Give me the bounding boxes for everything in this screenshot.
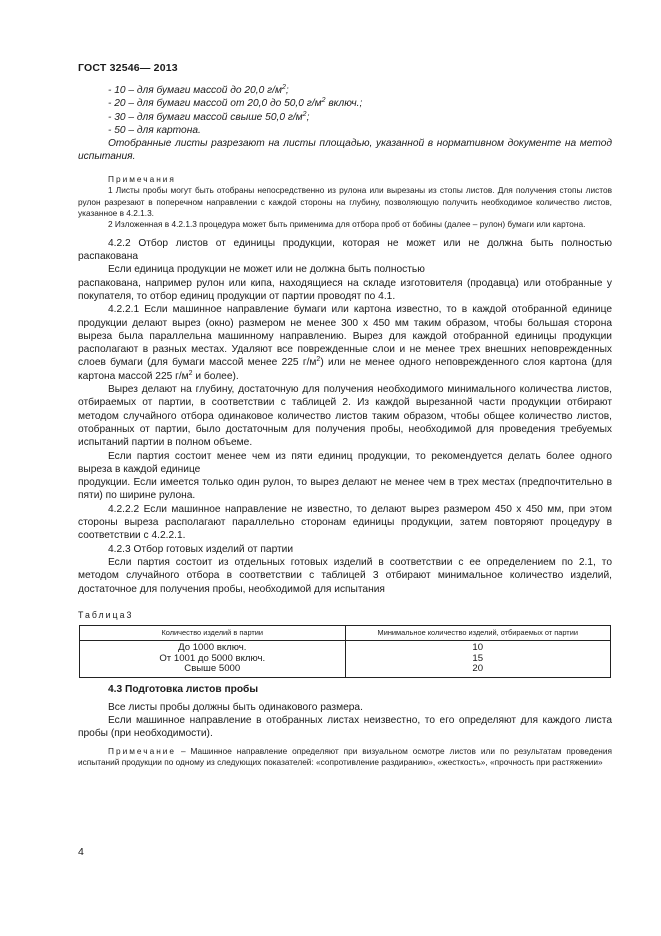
table-header-row [80,626,611,641]
document-header: ГОСТ 32546— 2013 [78,62,178,74]
cell-value: Свыше 5000 [184,663,241,675]
list-item [78,124,612,137]
list-item-text: - 10 – для бумаги массой до 20,0 г/м [108,85,282,96]
page-body [78,84,612,768]
list-item-suffix: ; [285,85,289,96]
cell-value: До 1000 включ. [178,642,247,654]
list-item-suffix: включ.; [325,98,363,110]
table-header-cell: Минимальное количество изделий, отбираемых от партии [345,626,611,641]
page-number: 4 [78,846,84,858]
list-item [78,111,612,124]
cell-value: 15 [472,652,484,664]
notes-block [78,174,612,231]
cell-value: 10 [472,642,484,654]
paragraph: Вырез делают на глубину, достаточную для получения необходимого минимального количества листов, отбираемых от партии, в соответствии с таблицей 2. Из каждой вырезанной части продукции отбирают методом случайного отбора одинаковое количество листов таким образом, чтобы общее количество листов, отобранных от партии, было достаточным для получения пробы, необходимой для проведения требуемых испытаний партии в полном объеме. [78,384,612,449]
table-header-cell: Количество изделий в партии [80,626,346,641]
list-item-text: - 50 – для картона. [108,124,201,136]
section-4-3-heading: 4.3 Подготовка листов пробы [108,684,259,696]
note-4-3 [78,746,612,769]
list-item-suffix: ; [306,111,310,123]
list-item-text: - 30 – для бумаги массой свыше 50,0 г/м [108,111,303,123]
section-4-2-3-heading: 4.2.3 Отбор готовых изделий от партии [108,543,294,555]
note-1: 1 Листы пробы могут быть отобраны непосредственно из рулона или вырезаны из стопы листов. Для получения стопы листов рулон разрезают в поперечном направлении с каждой стороны на глубину, позволяющую получить необходимое количество листов, указанное в 4.2.1.3. [78,185,612,218]
table-row [80,641,611,678]
superscript: 2 [321,97,326,105]
superscript: 2 [316,356,321,364]
superscript: 2 [188,369,193,377]
superscript: 2 [281,84,286,91]
table-cell-qty [80,641,346,678]
section-4-2-2-1 [78,303,612,383]
list-item [78,97,612,110]
paragraph: Если машинное направление в отобранных листах неизвестно, то его определяют для каждого листа пробы (при необходимости). [78,715,612,740]
notes-title: Примечания [108,173,176,184]
list-item [78,84,612,97]
paragraph: распакована, например рулон или кипа, находящиеся на складе изготовителя (продавца) или отобранные у покупателя, то отбор единиц продукции от партии проводят по 4.1. [78,277,612,302]
paragraph-text: 4.2.2.1 Если машинное направление бумаги или картона известно, то в каждой отобранной единице продукции делают вырез (окно) размером не менее 300 х 450 мм таким образом, чтобы большая сторона выреза была параллельна машинному направлению. Вырез для каждой отобранной единицы продукции располагают в разных местах. Удаляют все поврежденные слои и не менее трех внешних неповрежденных слоев бумаги (для бумаги массой менее 225 г/м [78,304,612,369]
mass-list [78,84,612,137]
list-item-text: - 20 – для бумаги массой от 20,0 до 50,0 г/м [108,98,322,110]
paragraph-text: и более). [192,370,239,382]
note-label: Примечание [108,745,177,756]
paragraph: продукции. Если имеется только один рулон, то вырез делают не менее чем в трех местах (предпочтительно в пяти) по ширине рулона. [78,477,612,502]
table-cell-min [345,641,611,678]
paragraph-text: ) или не менее одного неповрежденного слоя картона (для картона массой 225 г/м [78,357,612,382]
paragraph: Если партия состоит из отдельных готовых изделий в соответствии с ее определением по 2.1, то методом случайного отбора в соответствии с таблицей 3 отбирают минимальное количество изделий, достаточное для получения пробы, необходимой для испытания [78,556,612,595]
note-2: 2 Изложенная в 4.2.1.3 процедура может быть применима для отбора проб от бобины (далее – рулон) бумаги или картона. [108,219,586,230]
paragraph: Если единица продукции не может или не должна быть полностью [108,264,425,276]
cell-value: От 1001 до 5000 включ. [159,652,266,664]
superscript: 2 [302,110,307,118]
table-caption: Таблица3 [78,609,134,620]
table-3 [79,625,611,678]
cut-sheets-paragraph: Отобранные листы разрезают на листы площадью, указанной в нормативном документе на метод испытания. [78,138,612,163]
section-4-2-2-2: 4.2.2.2 Если машинное направление не известно, то делают вырез размером 450 х 450 мм, при этом стороны выреза располагают параллельно сторонам единицы продукции, затем повторяют процедуру в соответствии с 4.2.2.1. [78,503,612,542]
cell-value: 20 [472,663,484,675]
note-text: – Машинное направление определяют при визуальном осмотре листов или по результатам проведения испытаний продукции по одному из следующих показателей: «сопротивление раздиранию», «жесткость», «прочность при растяжении» [78,745,612,768]
paragraph: Все листы пробы должны быть одинакового размера. [108,701,363,713]
paragraph: Если партия состоит менее чем из пяти единиц продукции, то рекомендуется делать более одного выреза в каждой единице [78,450,612,475]
section-4-2-2-heading: 4.2.2 Отбор листов от единицы продукции, которая не может или не должна быть полностью распакована [78,237,612,263]
